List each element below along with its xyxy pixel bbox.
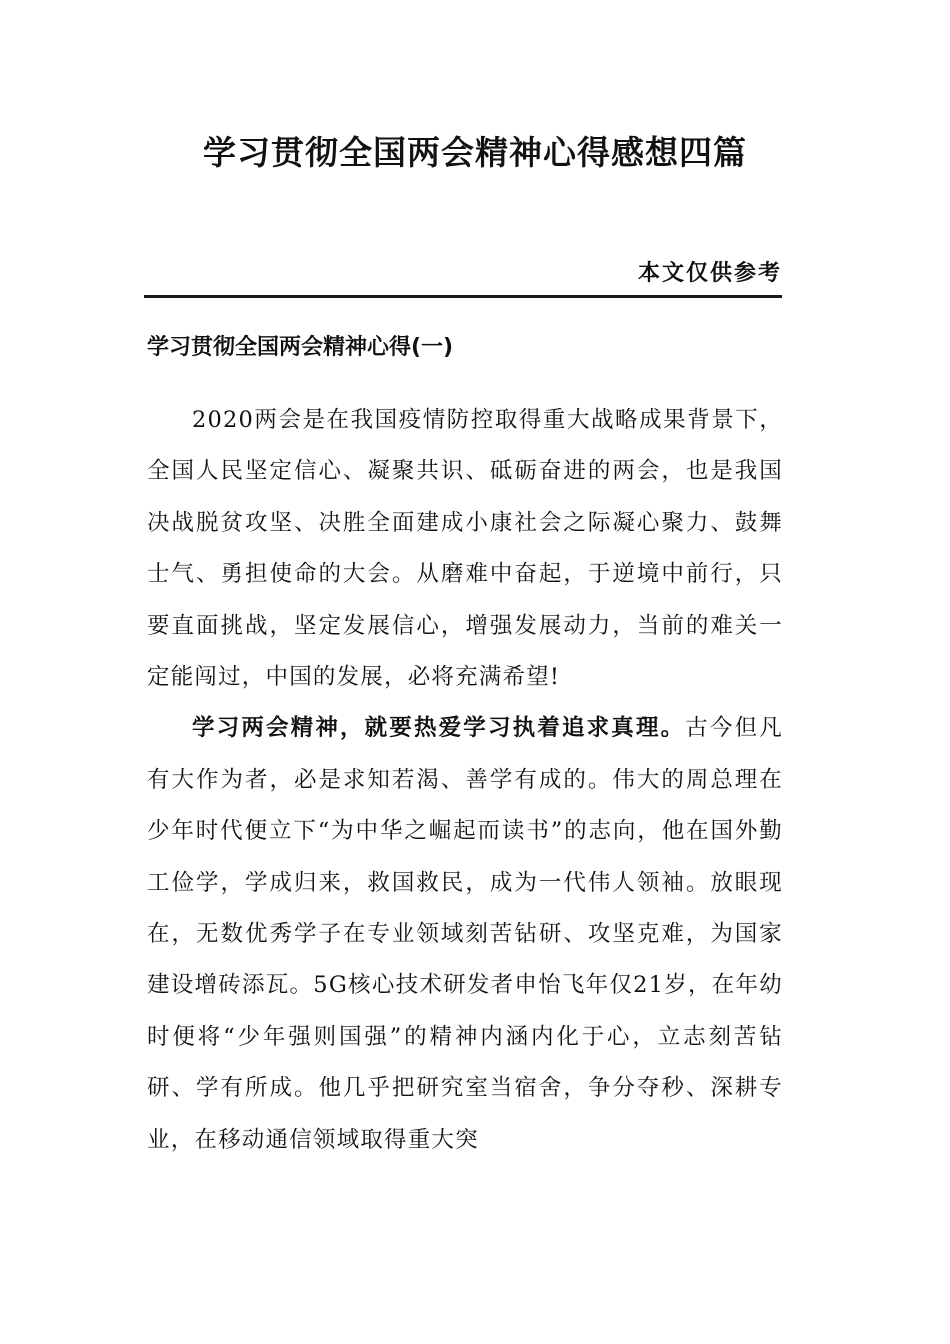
paragraph-1 — [147, 395, 783, 703]
body-text — [147, 395, 783, 1166]
document-title: 学习贯彻全国两会精神心得感想四篇 — [203, 133, 747, 172]
paragraph-2 — [147, 703, 783, 1166]
paragraph-text: 2020两会是在我国疫情防控取得重大战略成果背景下，全国人民坚定信心、凝聚共识、砥砺奋进的两会，也是我国决战脱贫攻坚、决胜全面建成小康社会之际凝心聚力、鼓舞士气、勇担使命的大会。从磨难中奋起，于逆境中前行，只要直面挑战，坚定发展信心，增强发展动力，当前的难关一定能闯过，中国的发展，必将充满希望! — [147, 407, 783, 691]
horizontal-rule — [144, 295, 782, 298]
paragraph-lead-sentence: 学习两会精神，就要热爱学习执着追求真理。 — [192, 715, 686, 742]
section-heading: 学习贯彻全国两会精神心得(一) — [147, 335, 454, 360]
paragraph-text: 古今但凡有大作为者，必是求知若渴、善学有成的。伟大的周总理在少年时代便立下“为中华之崛起而读书”的志向，他在国外勤工俭学，学成归来，救国救民，成为一代伟人领袖。放眼现在，无数优秀学子在专业领域刻苦钻研、攻坚克难，为国家建设增砖添瓦。5G核心技术研发者申怡飞年仅21岁，在年幼时便将“少年强则国强”的精神内涵内化于心，立志刻苦钻研、学有所成。他几乎把研究室当宿舍，争分夺秒、深耕专业，在移动通信领域取得重大突 — [147, 715, 783, 1153]
reference-note: 本文仅供参考 — [637, 260, 782, 286]
